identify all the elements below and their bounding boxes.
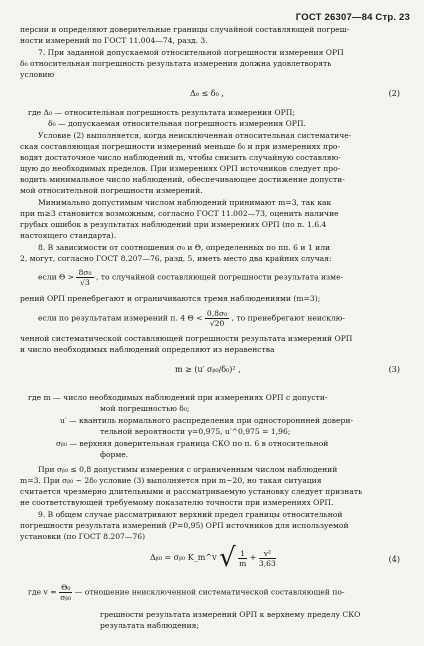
- text-line: результата наблюдения;: [100, 621, 200, 630]
- text-line: При σᵦ₀ ≤ 0,8 допустимы измерения с ограниченным числом наблюдений: [38, 465, 338, 474]
- fraction-denominator: 3,63: [258, 558, 276, 568]
- sqrt-symbol: √: [219, 543, 236, 573]
- text-line: погрешности результата измерений (P=0,95) ОРП источников для используемой: [20, 521, 349, 530]
- text-line: Условие (2) выполняется, когда неисключенная относительная систематиче-: [38, 131, 352, 140]
- fraction-denominator: σᵦ₀: [60, 593, 72, 602]
- fraction-numerator: Θ₀: [61, 583, 71, 592]
- page-header: ГОСТ 26307—84 Стр. 23: [295, 12, 410, 23]
- fraction-denominator: m: [239, 558, 247, 568]
- text-line: водить минимальное число наблюдений, обеспечивающее достижение допусти-: [20, 175, 345, 184]
- equation-number: (4): [388, 555, 400, 564]
- text-line: условию: [20, 70, 55, 79]
- fraction: [76, 268, 93, 287]
- equation-4: [150, 543, 276, 573]
- text-line: тельной вероятности γ=0,975, u′^0,975 = 1,96;: [100, 427, 291, 436]
- text-line: водят достаточное число наблюдений m, чтобы снизить случайную составляю-: [20, 153, 341, 162]
- text-line: и число необходимых наблюдений определяют из неравенства: [20, 345, 275, 354]
- text-line: где Δ₀ — относительная погрешность результата измерения ОРП;: [28, 108, 295, 117]
- text-line: δ₀ — допускаемая относительная погрешность измерения ОРП.: [48, 119, 306, 128]
- text-line: m=3. При σᵦ₀ ~ 2δ₀ условие (3) выполняется при m~20, но такая ситуация: [20, 476, 322, 485]
- fraction-numerator: 8σ₀: [78, 268, 92, 277]
- fraction-numerator: v²: [259, 549, 276, 559]
- text-line: грешности результата измерений ОРП к верхнему пределу СКО: [100, 610, 361, 619]
- case1-prefix: если Θ >: [38, 272, 75, 282]
- text-line: форме.: [100, 450, 129, 459]
- where-v-suffix: — отношение неисключенной систематической составляющей по-: [74, 587, 345, 597]
- equation-3: m ≥ (u′ σᵦ₀/δ₀)² ,: [175, 365, 241, 374]
- case2-suffix: , то пренебрегают неисклю-: [231, 313, 345, 323]
- fraction-denominator: √20: [209, 319, 225, 328]
- fraction-denominator: √3: [80, 278, 90, 287]
- case1-suffix: , то случайной составляющей погрешности результата изме-: [95, 272, 344, 282]
- text-line: не соответствующей требуемому показателю точности при измерениях ОРП.: [20, 498, 334, 507]
- case2-prefix: если по результатам измерений п. 4 Θ <: [38, 313, 203, 323]
- text-line: ская составляющая погрешности измерений меньше δ₀ и при измерениях про-: [20, 142, 341, 151]
- text-line: u′ — квантиль нормального распределения при одностороннней довери-: [60, 416, 354, 425]
- fraction: [205, 309, 229, 328]
- text-line: мой погрешностью δ₀;: [100, 404, 190, 413]
- text-line: персии и определяют доверительные границы случайной составляющей погреш-: [20, 25, 350, 34]
- text-line: δ₀ относительная погрешность результата измерения должна удовлетворять: [20, 59, 332, 68]
- equation-2: Δ₀ ≤ δ₀ ,: [190, 89, 224, 98]
- equation-number: (2): [388, 89, 400, 98]
- fraction: [259, 549, 276, 568]
- case-1: [38, 268, 408, 287]
- fraction: [59, 583, 72, 602]
- text-line: щую до необходимых пределов. При измерениях ОРП источников следует про-: [20, 164, 341, 173]
- text-line: мой относительной погрешности измерений.: [20, 186, 203, 195]
- equation-number: (3): [388, 365, 400, 374]
- where-v: [28, 583, 416, 602]
- text-line: где m — число необходимых наблюдений при измерениях ОРП с допусти-: [28, 393, 328, 402]
- fraction-numerator: 0,8σ₀: [206, 309, 228, 318]
- text-line: установки (по ГОСТ 8.207—76): [20, 532, 146, 541]
- plus-sign: +: [249, 553, 257, 562]
- case-2: [38, 309, 408, 328]
- text-line: 7. При заданной допускаемой относительной погрешности измерения ОРП: [38, 48, 344, 57]
- text-line: Минимально допустимым числом наблюдений принимают m=3, так как: [38, 198, 332, 207]
- text-line: 8. В зависимости от соотношения σ₀ и Θ, определенных по пп. 6 и 1 или: [38, 243, 331, 252]
- text-line: считается чрезмерно длительными и рассматриваемую установку следует признать: [20, 487, 363, 496]
- text-line: 9. В общем случае рассматривают верхний предел границы относительной: [38, 510, 343, 519]
- text-line: грубых ошибок в результатах наблюдений при измерениях ОРП (по п. 1.6.4: [20, 220, 327, 229]
- eq4-lhs: Δᵦ₀ = σᵦ₀ K_m^v: [150, 553, 217, 562]
- text-line: при m≥3 становится возможным, согласно ГОСТ 11.002—73, оценить наличие: [20, 209, 339, 218]
- text-line: 2, могут, согласно ГОСТ 8.207—76, разд. 5, иметь место два крайних случая:: [20, 254, 332, 263]
- fraction-numerator: 1: [240, 548, 246, 558]
- text-line: рений ОРП пренебрегают и ограничиваются тремя наблюдениями (m=3);: [20, 294, 321, 303]
- text-line: ченной систематической составляющей погрешности результата измерений ОРП: [20, 334, 353, 343]
- text-line: ности измерений по ГОСТ 11.004—74, разд. 3.: [20, 36, 208, 45]
- text-line: настоящего стандарта).: [20, 231, 117, 240]
- text-line: σᵦ₀ — верхняя доверительная граница СКО по п. 6 в относительной: [56, 439, 329, 448]
- fraction: [238, 549, 247, 568]
- where-v-prefix: где v =: [28, 587, 57, 597]
